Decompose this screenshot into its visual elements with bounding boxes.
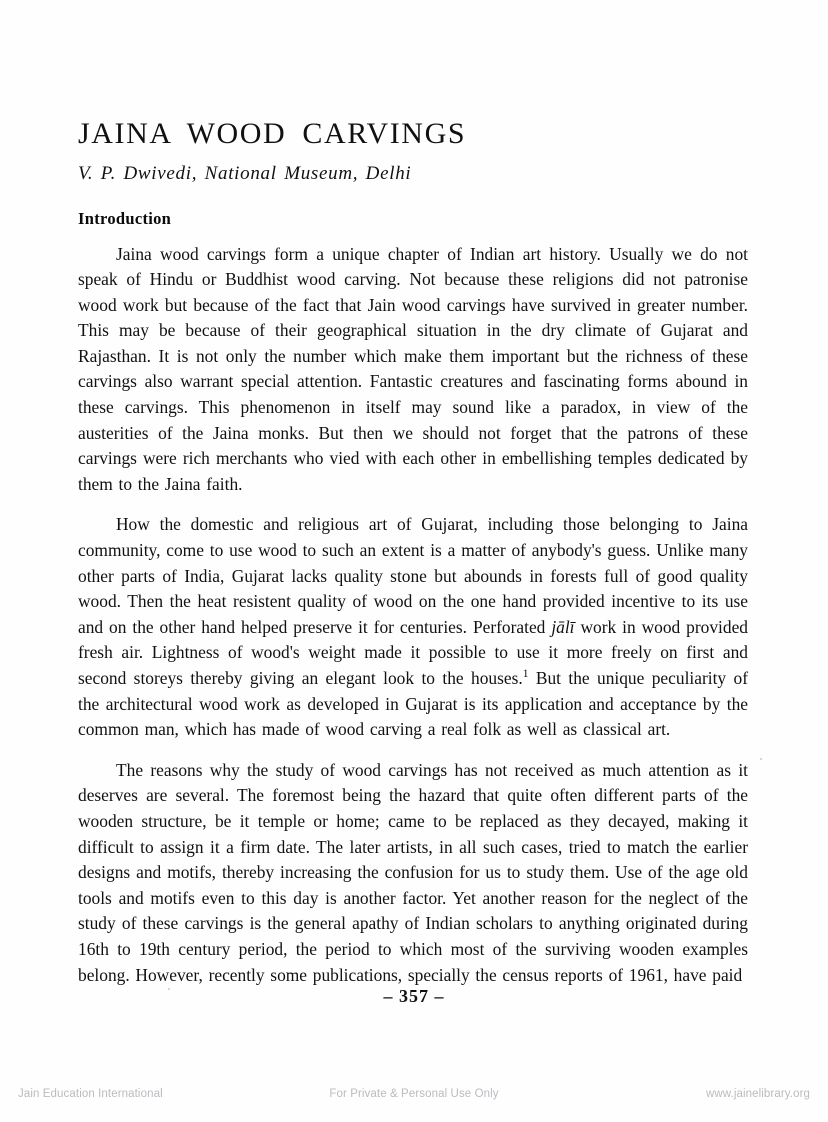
page-number-folio: – 357 – (383, 986, 445, 1006)
footer-usage-notice: For Private & Personal Use Only (329, 1088, 499, 1100)
author-byline: V. P. Dwivedi, National Museum, Delhi (78, 162, 412, 184)
body-paragraph-3: The reasons why the study of wood carvings has not received as much attention as it deserves are several. The foremost being the hazard that quite often different parts of the wooden structure, be it temple or home; came to be replaced as they decayed, making it difficult to assign it a firm date. The later artists, in all such cases, tried to match the earlier designs and motifs, thereby increasing the confusion for us to study them. Use of the age old tools and motifs even to this day is another factor. Yet another reason for the neglect of the study of these carvings is the general apathy of Indian scholars to anything originated during 16th to 19th century period, the period to which most of the surviving wooden examples belong. However, recently some publications, specially the census reports of 1961, have paid (78, 759, 748, 985)
paragraph-2-part-a: How the domestic and religious art of Gujarat, including those belonging to Jaina community, come to use wood to such an extent is a matter of anybody's guess. Unlike many other parts of India, Gujarat lacks quality stone but abounds in forests full of good quality wood. Then the heat resistent quality of wood on the one hand provided incentive to its use and on the other hand helped preserve it for centuries. Perforated (78, 514, 748, 637)
page-title: JAINA WOOD CARVINGS (78, 117, 467, 150)
paragraph-2-part-b: work in wood provided fresh air. Lightness of wood's weight made it possible to use it more freely on first and second storeys thereby giving an elegant look to the houses. (78, 616, 748, 688)
body-paragraph-1: Jaina wood carvings form a unique chapter of Indian art history. Usually we do not speak of Hindu or Buddhist wood carving. Not because these religions did not patronise wood work but because of the fact that Jain wood carvings have survived in greater number. This may be because of their geographical situation in the dry climate of Gujarat and Rajasthan. It is not only the number which make them important but the richness of these carvings also warrant special attention. Fantastic creatures and fascinating forms abound in these carvings. This phenomenon in itself may sound like a paradox, in view of the austerities of the Jaina monks. But then we should not forget that the patrons of these carvings were rich merchants who vied with each other in embellishing temples dedicated by them to the Jaina faith. (78, 243, 748, 494)
footnote-reference-marker[interactable]: 1 (522, 668, 529, 681)
transliterated-term-jali: jālī (551, 616, 575, 637)
footer-website-url[interactable]: www.jainelibrary.org (705, 1088, 810, 1100)
body-paragraph-2 (78, 497, 748, 742)
page-content (78, 0, 748, 988)
page-footer (0, 1088, 828, 1108)
section-heading-introduction: Introduction (78, 208, 172, 228)
footer-organisation: Jain Education International (18, 1088, 163, 1100)
scan-speck (760, 758, 762, 760)
paragraph-2-part-c: But the unique peculiarity of the architectural wood work as developed in Gujarat is its application and acceptance by the common man, which has made of wood carving a real folk as well as classical art. (78, 668, 748, 740)
